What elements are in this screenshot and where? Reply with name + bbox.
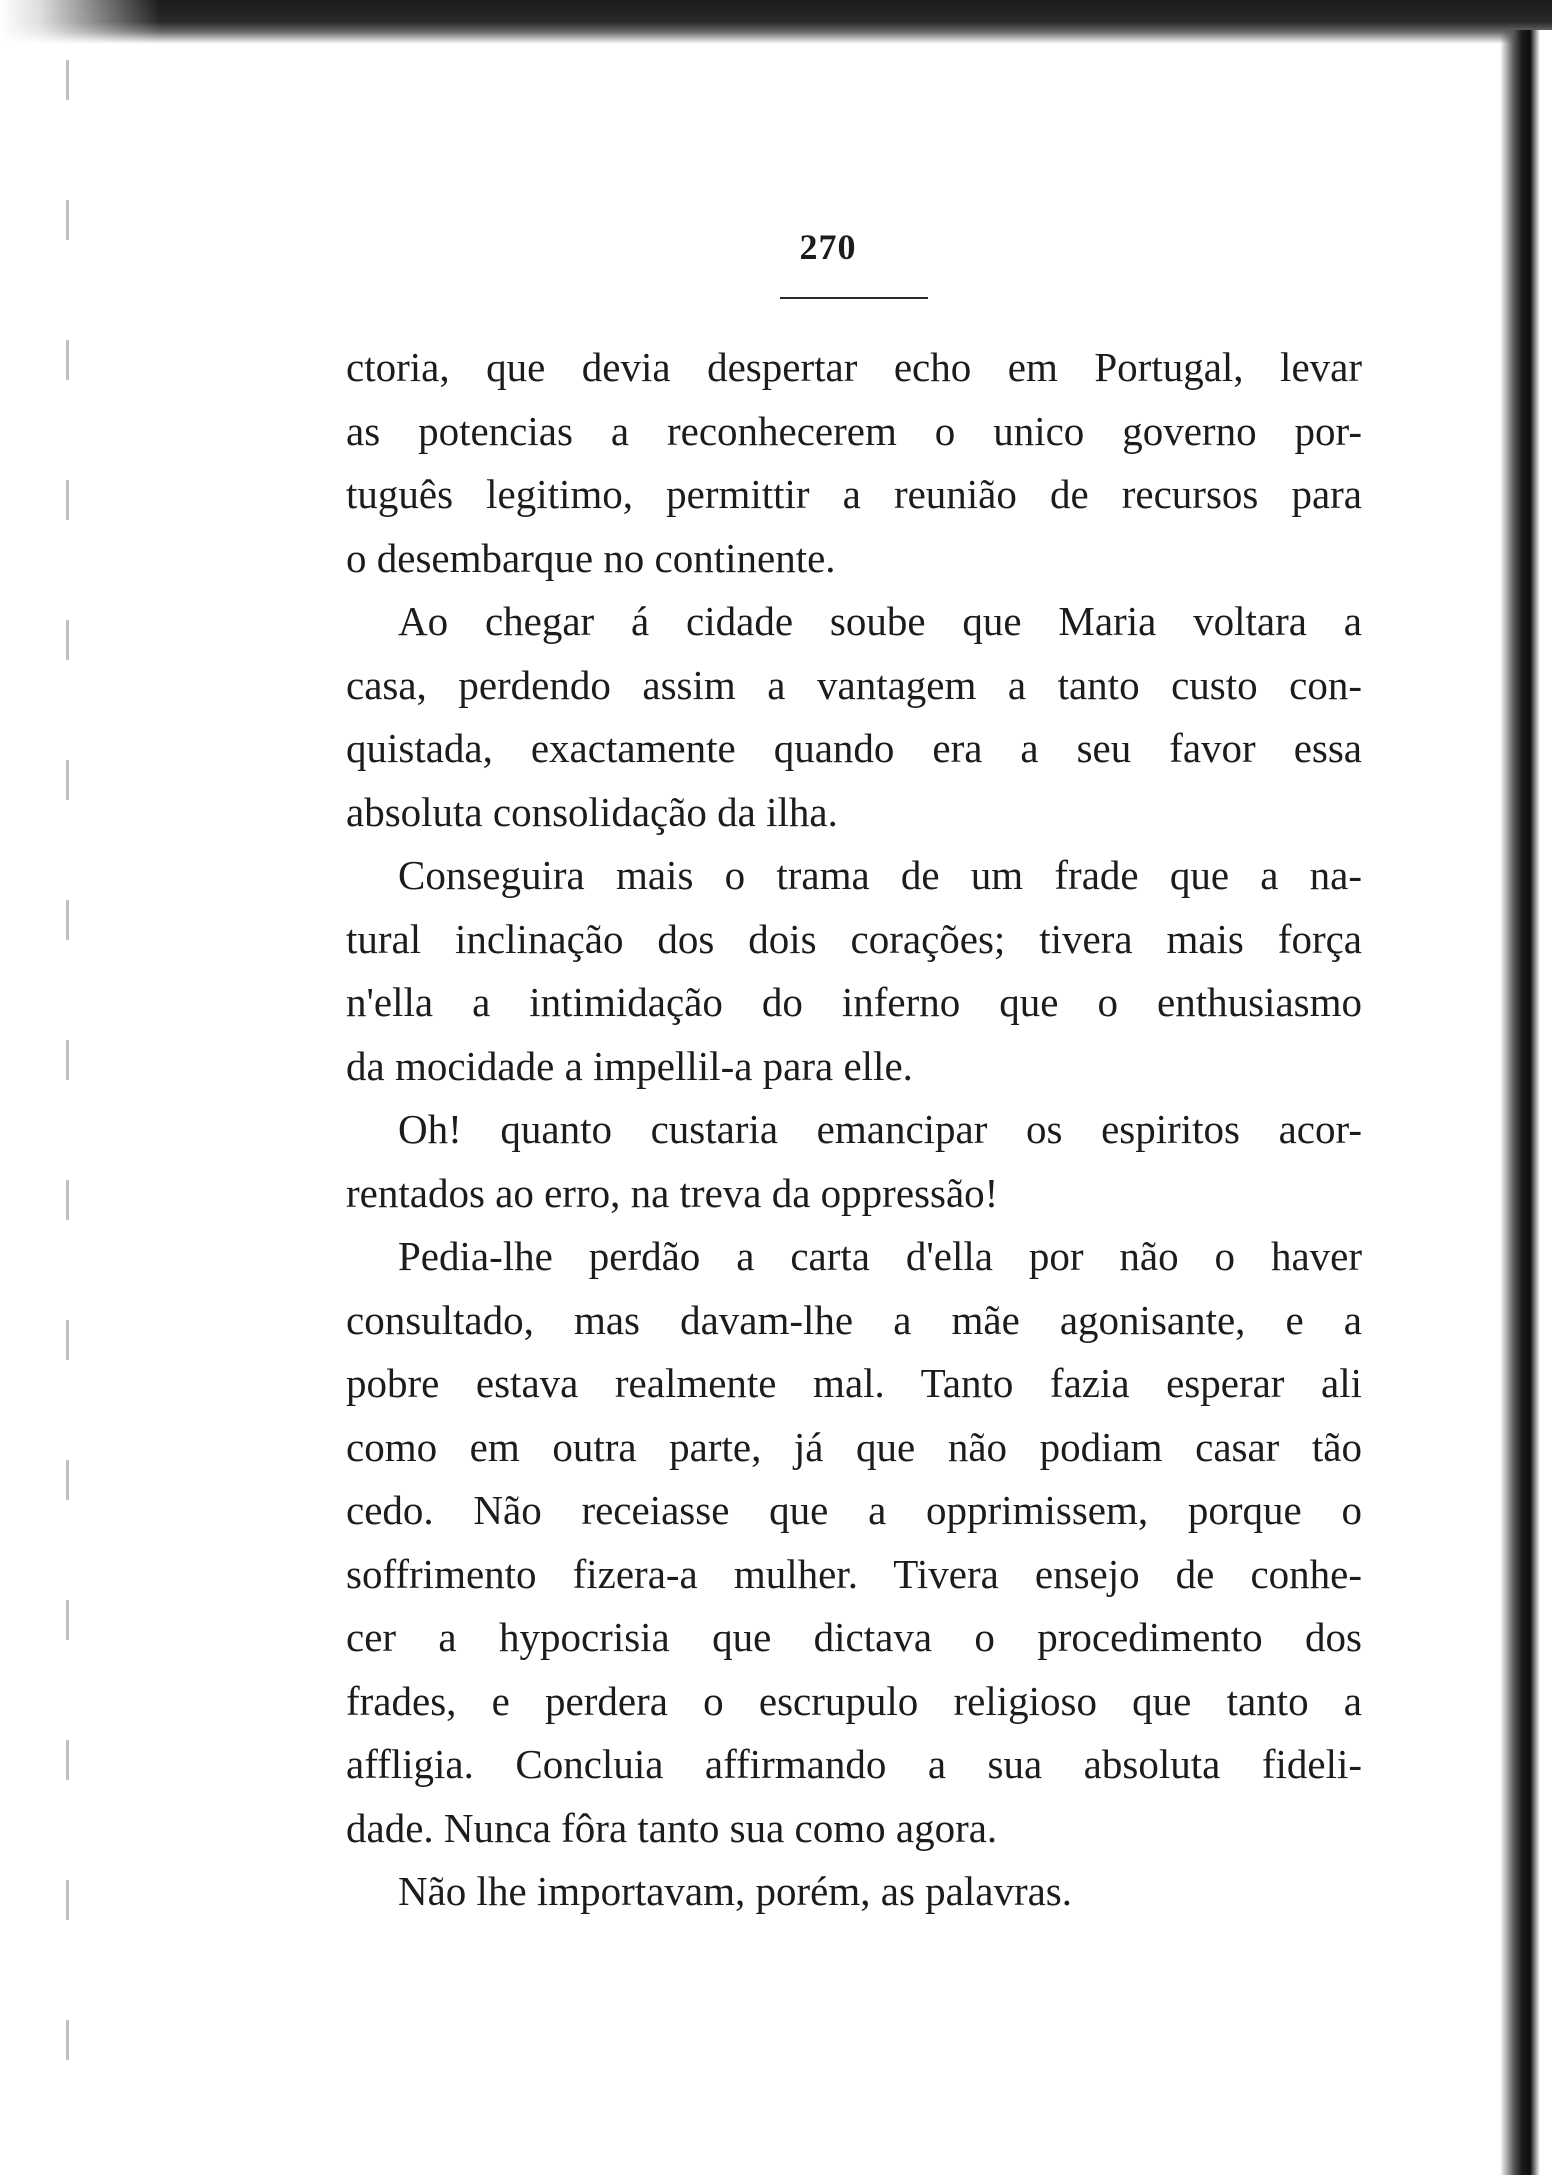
body-text [346,336,1362,1924]
scan-top-border [0,0,1552,44]
text-line: consultado, mas davam-lhe a mãe agonisante, e a [346,1296,1362,1343]
text-line: cedo. Não receiasse que a opprimissem, porque o [346,1487,1362,1533]
scan-left-marks [66,60,69,2060]
text-line: affligia. Concluia affirmando a sua absoluta fideli- [346,1741,1362,1787]
text-line: casa, perdendo assim a vantagem a tanto custo con- [346,661,1362,708]
text-line: soffrimento fizera-a mulher. Tivera ensejo de conhe- [346,1550,1362,1597]
text-line: tuguês legitimo, permittir a reunião de recursos para [346,471,1362,517]
text-line: dade. Nunca fôra tanto sua como agora. [346,1804,998,1851]
header-rule [780,297,928,299]
text-line: Oh! quanto custaria emancipar os espiritos acor- [398,1106,1362,1152]
text-line: frades, e perdera o escrupulo religioso que tanto a [346,1677,1362,1724]
text-line: o desembarque no continente. [346,534,836,581]
text-line: n'ella a intimidação do inferno que o enthusiasmo [346,979,1362,1025]
text-line: Ao chegar á cidade soube que Maria voltara a [398,598,1362,644]
text-line: ctoria, que devia despertar echo em Portugal, levar [346,344,1362,390]
text-line: Pedia-lhe perdão a carta d'ella por não o haver [398,1233,1362,1279]
scan-right-edge [1500,30,1552,2175]
text-line: quistada, exactamente quando era a seu favor essa [346,725,1362,771]
text-line: tural inclinação dos dois corações; tivera mais força [346,915,1362,962]
text-line: rentados ao erro, na treva da oppressão! [346,1169,999,1216]
page-number: 270 [799,227,857,267]
text-line: da mocidade a impellil-a para elle. [346,1042,913,1089]
text-line: Conseguira mais o trama de um frade que a na- [398,852,1362,898]
text-line: cer a hypocrisia que dictava o procedimento dos [346,1614,1362,1660]
text-line: as potencias a reconhecerem o unico governo por- [346,407,1362,454]
scan-top-fade [0,0,160,60]
text-line: Não lhe importavam, porém, as palavras. [398,1868,1072,1914]
text-line: como em outra parte, já que não podiam casar tão [346,1423,1362,1470]
text-line: pobre estava realmente mal. Tanto fazia esperar ali [346,1360,1362,1406]
text-line: absoluta consolidação da ilha. [346,788,838,835]
